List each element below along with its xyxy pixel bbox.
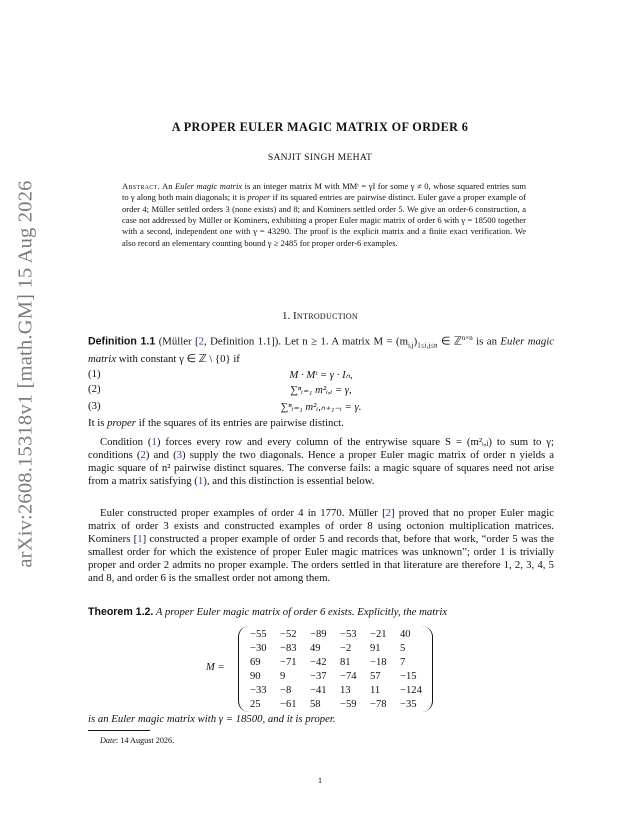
matrix-row [246, 670, 426, 684]
matrix-cell: 57 [370, 671, 381, 682]
matrix-row [246, 642, 426, 656]
text: Euler constructed proper examples of order 4 in 1770. Müller [ [100, 507, 386, 519]
subscript: 1≤i,j≤n [417, 341, 438, 350]
matrix-display [88, 626, 554, 714]
matrix-cell: −33 [250, 685, 267, 696]
matrix-cell: −61 [280, 699, 297, 710]
section-number: 1. [281, 310, 291, 322]
matrix-cell: −59 [340, 699, 357, 710]
equation-expression: ∑ⁿᵢ₌₁ m²ᵢ,ᵢ = γ, [290, 384, 352, 396]
matrix-cell: −42 [310, 657, 327, 668]
section-title: Introduction [292, 310, 359, 322]
definition-text: with constant γ ∈ ℤ \ {0} if [116, 352, 240, 365]
matrix-cell: 90 [250, 671, 261, 682]
equation-number: (1) [88, 368, 101, 380]
abstract-label: Abstract. [122, 181, 161, 191]
equation-ref-link[interactable]: 1 [151, 436, 157, 448]
definition-block [88, 332, 554, 366]
matrix-cell: −74 [340, 671, 357, 682]
text: ) supply the two diagonals. Hence a proper Euler magic matrix of order n yields a magic square of n² pairwise distinct squares. The converse fails: a magic square of squares need not arise from a matrix satisfying ( [88, 449, 554, 488]
equation-expression: ∑ⁿᵢ₌₁ m²ᵢ,ₙ₊₁₋ᵢ = γ. [280, 401, 362, 413]
matrix-cell: −2 [340, 643, 352, 654]
matrix-table [246, 628, 426, 712]
equation-ref-link[interactable]: 1 [197, 475, 204, 488]
equation-ref-link[interactable]: 3 [176, 449, 183, 462]
abstract-emphasis: proper [247, 192, 271, 203]
matrix-cell: −71 [280, 657, 297, 668]
definition-emphasis: Euler magic matrix [88, 335, 555, 365]
matrix-cell: −124 [400, 685, 422, 696]
citation-link[interactable]: 2 [385, 507, 392, 519]
citation-link[interactable]: 2 [198, 335, 204, 348]
paragraph-history [88, 507, 554, 586]
text: ) and ( [145, 449, 177, 462]
footnote-rule [88, 730, 150, 731]
equation-ref-link[interactable]: 2 [140, 449, 146, 462]
matrix-cell: −15 [400, 671, 417, 682]
paper-title: A PROPER EULER MAGIC MATRIX OF ORDER 6 [171, 120, 469, 134]
matrix-label: M = [206, 662, 225, 673]
matrix-cell: −89 [310, 629, 327, 640]
text: if the squares of its entries are pairwise distinct. [136, 417, 344, 429]
theorem-text: A proper Euler magic matrix of order 6 exists. Explicitly, the matrix [153, 606, 448, 618]
text: ] constructed a proper example of order 5 and records that, before that work, “order 5 was the smallest order for which the existence of proper Euler magic matrices was unknown”; order 1 is trivially proper and order 2 admits no proper example. The orders settled in that literature are therefore 1, 2, 3, 4, 5 and 8, and order 6 is the smallest order not among them. [88, 533, 554, 585]
paper-author: SANJIT SINGH MEHAT [267, 152, 373, 163]
definition-ref: (Müller [ [155, 335, 199, 348]
matrix-cell: −53 [340, 629, 357, 640]
equation-1 [88, 368, 554, 383]
matrix-cell: 5 [400, 643, 406, 654]
matrix-cell: 58 [310, 699, 321, 710]
abstract-emphasis: Euler magic matrix [174, 181, 243, 191]
matrix-cell: −52 [280, 629, 297, 640]
definition-ref: , Definition 1.1]). [203, 335, 285, 348]
matrix-cell: −78 [370, 699, 387, 710]
proper-definition-line [88, 417, 554, 430]
footnote-label: Date [100, 736, 116, 745]
text: Condition ( [100, 436, 152, 448]
matrix-cell: −8 [280, 685, 292, 696]
abstract-text: is an integer matrix M with MMᵗ = γI for some γ ≠ 0, whose squared entries sum to γ along both main diagonals; it is [122, 181, 526, 203]
abstract-text: An [160, 181, 175, 191]
matrix-row [246, 656, 426, 670]
subscript: i,j [407, 341, 414, 350]
matrix-row [246, 698, 426, 712]
text: ] proved that no proper Euler magic matrix of order 3 exists and constructed examples of order 8 using octonion multiplication matrices. Kominers [ [88, 507, 554, 546]
matrix-cell: 69 [250, 657, 261, 668]
matrix-cell: −41 [310, 685, 327, 696]
paragraph-conditions [88, 436, 554, 488]
matrix-cell: 25 [250, 699, 261, 710]
matrix-cell: −55 [250, 629, 267, 640]
matrix-cell: −21 [370, 629, 387, 640]
abstract [122, 181, 526, 249]
matrix-cell: 49 [310, 643, 321, 654]
abstract-text: if its squared entries are pairwise distinct. Euler gave a proper example of order 4; Müller settled orders 3 (none exists) and 8; and Kominers settled order 5. We give an order-6 construction, a case not addressed by Müller or Kominers, exhibiting a proper Euler magic matrix of order 6 with γ = 18500 together with a second, independent one with γ = 43290. The proof is the explicit matrix and a finite exact verification. We also record an elementary counting bound γ ≥ 2485 for proper order-6 examples. [122, 192, 527, 248]
equation-2 [88, 383, 554, 398]
equation-3 [88, 400, 554, 415]
text: It is [88, 417, 108, 429]
emphasis: proper [107, 417, 136, 429]
theorem-closing: is an Euler magic matrix with γ = 18500, and it is proper. [88, 713, 336, 725]
text: ), and this distinction is essential below. [203, 475, 375, 488]
section-heading [0, 310, 640, 322]
matrix-cell: 81 [340, 657, 351, 668]
matrix-cell: 91 [370, 643, 381, 654]
right-parenthesis [422, 626, 433, 712]
theorem-statement [88, 606, 554, 619]
matrix-cell: −18 [370, 657, 387, 668]
equation-number: (3) [88, 400, 101, 412]
matrix-cell: 9 [280, 671, 286, 682]
definition-text: Let n ≥ 1. A matrix M = (m [284, 335, 408, 348]
equation-expression: M · Mᵗ = γ · Iₙ, [289, 369, 353, 381]
matrix-row [246, 628, 426, 642]
text: ) forces every row and every column of the entrywise square S = (m²ᵢ,ⱼ) to sum to γ; conditions ( [88, 436, 555, 462]
definition-heading: Definition 1.1 [88, 335, 156, 348]
page-number: 1 [317, 775, 323, 785]
definition-text: is an [472, 335, 501, 348]
superscript: n×n [461, 334, 473, 342]
definition-text: ∈ ℤ [437, 335, 462, 348]
footnote [100, 736, 174, 745]
footnote-text: : 14 August 2026. [115, 736, 175, 745]
theorem-heading: Theorem 1.2. [88, 606, 154, 618]
arxiv-stamp-text: arXiv:2608.15318v1 [math.GM] 15 Aug 2026 [14, 180, 37, 568]
definition-text: ) [413, 335, 418, 348]
matrix-cell: −35 [400, 699, 417, 710]
matrix-cell: −83 [280, 643, 297, 654]
matrix-row [246, 684, 426, 698]
matrix-cell: −37 [310, 671, 327, 682]
matrix-cell: 7 [400, 657, 406, 668]
matrix-cell: 13 [340, 685, 351, 696]
citation-link[interactable]: 1 [137, 533, 143, 546]
matrix-cell: 11 [370, 685, 381, 696]
equation-number: (2) [88, 383, 101, 395]
matrix-cell: 40 [400, 629, 411, 640]
matrix-cell: −30 [250, 643, 267, 654]
